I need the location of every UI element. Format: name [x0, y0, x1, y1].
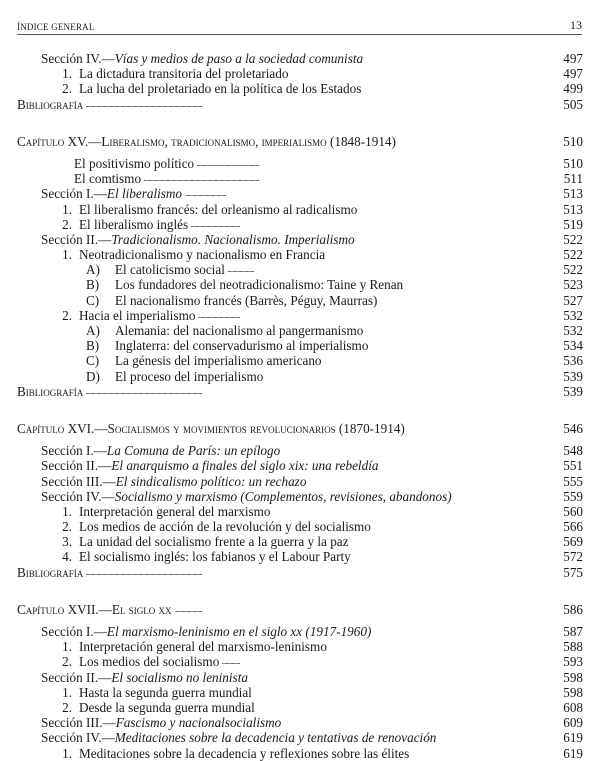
- toc-bibliography-row[interactable]: [17, 384, 583, 399]
- toc-entry-text: [69, 353, 325, 368]
- toc-bibliography-row[interactable]: [17, 565, 583, 580]
- chapter-prefix: Capítulo XV.—: [17, 133, 102, 149]
- running-header-title: ÍNDICE GENERAL: [17, 22, 95, 32]
- toc-entry-title: Los fundadores del neotradicionalismo: Taine y Renan: [115, 277, 404, 293]
- toc-page-number: 539: [563, 368, 583, 384]
- section-prefix: Sección I.—: [41, 443, 107, 459]
- toc-entry-text: [55, 549, 354, 564]
- toc-entry-title: El comtismo: [74, 171, 142, 187]
- toc-entry-number: C): [86, 292, 100, 308]
- toc-entry-label: [55, 639, 529, 654]
- toc-page-number: 527: [563, 292, 583, 308]
- toc-subsection-row[interactable]: [17, 217, 583, 232]
- toc-entry-label: [41, 51, 529, 66]
- toc-page-number: 586: [563, 601, 583, 617]
- toc-entry-text: [69, 277, 406, 292]
- toc-page-number: 511: [563, 171, 583, 187]
- table-of-contents: [17, 51, 583, 761]
- toc-entry-title: Alemania: del nacionalismo al pangermanismo: [115, 323, 364, 338]
- toc-entry-text: [55, 504, 274, 519]
- toc-entry-label: [17, 134, 529, 149]
- toc-entry-label: [55, 202, 529, 217]
- toc-page-number: 608: [563, 699, 583, 715]
- toc-entry-number: 1.: [62, 201, 72, 217]
- section-prefix: Sección II.—: [41, 458, 112, 474]
- toc-entry-label: [41, 443, 529, 458]
- toc-entry-text: [55, 217, 191, 232]
- toc-entry-label: [55, 654, 529, 669]
- toc-entry-number: C): [86, 353, 100, 369]
- toc-entry-label: [55, 66, 529, 81]
- toc-subsection-row[interactable]: [17, 369, 583, 384]
- toc-entry-title: La unidad del socialismo frente a la guerra y la paz: [79, 534, 349, 550]
- toc-entry-label: [17, 602, 529, 617]
- toc-entry-number: 1.: [62, 639, 72, 655]
- toc-chapter-row[interactable]: [17, 602, 583, 617]
- toc-entry-title: Vías y medios de paso a la sociedad comunista: [114, 51, 364, 66]
- toc-page-number: 619: [563, 745, 583, 761]
- toc-entry-number: 2.: [62, 699, 72, 715]
- toc-subsection-row[interactable]: [17, 534, 583, 549]
- toc-page-number: 572: [563, 549, 583, 565]
- toc-page-number: 609: [563, 715, 583, 731]
- toc-entry-title: Meditaciones sobre la decadencia y reflexiones sobre las élites: [79, 745, 410, 761]
- chapter-prefix: Capítulo XVII.—: [17, 601, 112, 617]
- toc-page-number: 513: [563, 201, 583, 217]
- toc-entry-title: Neotradicionalismo y nacionalismo en Francia: [79, 247, 326, 263]
- toc-entry-label: [55, 308, 529, 323]
- toc-subsection-row[interactable]: [17, 277, 583, 292]
- toc-entry-text: [69, 262, 228, 277]
- toc-entry-label: [55, 700, 529, 715]
- toc-entry-label: [41, 624, 529, 639]
- toc-page-number: 548: [563, 443, 583, 459]
- toc-section-row[interactable]: [17, 624, 583, 639]
- toc-entry-text: [55, 308, 198, 323]
- toc-page-number: 588: [563, 639, 583, 655]
- toc-section-row[interactable]: [17, 474, 583, 489]
- toc-entry-label: [74, 171, 529, 186]
- toc-entry-text: [69, 323, 366, 338]
- toc-entry-title: Bibliografía: [17, 383, 84, 399]
- toc-entry-text: [17, 565, 86, 580]
- toc-page-number: 519: [563, 216, 583, 232]
- toc-entry-text: [41, 443, 283, 458]
- chapter-spacer: [17, 580, 583, 602]
- section-prefix: Sección I.—: [41, 624, 107, 639]
- toc-section-row[interactable]: [17, 51, 583, 66]
- toc-entry-title: El liberalismo: [106, 186, 183, 202]
- toc-entry-number: 2.: [62, 654, 72, 670]
- toc-entry-title: El sindicalismo político: un rechazo: [115, 473, 307, 489]
- toc-page-number: 536: [563, 353, 583, 369]
- toc-subsection-row[interactable]: [17, 171, 583, 186]
- toc-page-number: 523: [563, 277, 583, 293]
- toc-entry-text: [69, 338, 371, 353]
- toc-page-number: 532: [563, 307, 583, 323]
- toc-entry-text: [41, 670, 251, 685]
- toc-entry-number: A): [86, 323, 100, 338]
- spacer: [17, 436, 583, 443]
- toc-entry-title: El marxismo-leninismo en el siglo xx (1917-1960): [106, 624, 372, 639]
- toc-subsection-row[interactable]: [17, 504, 583, 519]
- toc-entry-title: Los medios de acción de la revolución y del socialismo: [79, 519, 371, 535]
- toc-entry-title: El liberalismo francés: del orleanismo al radicalismo: [79, 201, 358, 217]
- toc-entry-title: El socialismo inglés: los fabianos y el Labour Party: [79, 549, 351, 565]
- toc-entry-text: [55, 202, 360, 217]
- toc-page-number: 539: [563, 383, 583, 399]
- toc-entry-label: [69, 369, 529, 384]
- toc-entry-label: [69, 323, 529, 338]
- toc-entry-title: La dictadura transitoria del proletariado: [79, 66, 289, 82]
- section-prefix: Sección III.—: [41, 715, 116, 731]
- toc-entry-text: [69, 293, 380, 308]
- toc-page-number: 505: [563, 96, 583, 112]
- toc-entry-label: [74, 156, 529, 171]
- toc-entry-number: A): [86, 262, 100, 278]
- toc-subsection-row[interactable]: [17, 654, 583, 669]
- toc-entry-label: [69, 277, 529, 292]
- toc-entry-title: El proceso del imperialismo: [115, 368, 264, 384]
- toc-page-number: 559: [563, 488, 583, 504]
- section-prefix: Sección I.—: [41, 186, 107, 202]
- toc-entry-label: [55, 217, 529, 232]
- toc-entry-label: [69, 353, 529, 368]
- toc-entry-number: D): [86, 368, 100, 384]
- toc-entry-text: [17, 134, 399, 149]
- toc-entry-number: 2.: [62, 81, 72, 97]
- chapter-title: El siglo xx: [111, 601, 172, 617]
- toc-subsection-row[interactable]: [17, 293, 583, 308]
- toc-entry-text: [17, 97, 86, 112]
- toc-entry-title: Meditaciones sobre la decadencia y tentativas de renovación: [114, 730, 437, 746]
- toc-page-number: 546: [563, 420, 583, 436]
- toc-entry-text: [17, 421, 408, 436]
- toc-entry-label: [17, 565, 529, 580]
- toc-entry-number: 1.: [62, 684, 72, 700]
- toc-section-row[interactable]: [17, 670, 583, 685]
- section-prefix: Sección II.—: [41, 231, 112, 247]
- toc-page-number: 566: [563, 519, 583, 535]
- toc-entry-label: [55, 746, 529, 761]
- toc-entry-text: [41, 489, 455, 504]
- toc-page-number: 593: [563, 654, 583, 670]
- toc-entry-text: [41, 458, 381, 473]
- toc-subsection-row[interactable]: [17, 549, 583, 564]
- chapter-spacer: [17, 112, 583, 134]
- toc-entry-text: [55, 654, 222, 669]
- toc-subsection-row[interactable]: [17, 81, 583, 96]
- chapter-dates: (1870-1914): [335, 420, 405, 436]
- toc-subsection-row[interactable]: [17, 746, 583, 761]
- toc-entry-label: [41, 715, 529, 730]
- toc-entry-text: [41, 232, 358, 247]
- toc-section-row[interactable]: [17, 715, 583, 730]
- toc-entry-label: [41, 730, 529, 745]
- toc-entry-text: [69, 369, 266, 384]
- toc-page-number: 510: [563, 133, 583, 149]
- toc-entry-label: [69, 293, 529, 308]
- toc-entry-title: Bibliografía: [17, 96, 84, 112]
- toc-entry-text: [41, 186, 185, 201]
- toc-page-number: 598: [563, 684, 583, 700]
- toc-page-number: 598: [563, 669, 583, 685]
- toc-entry-label: [69, 338, 529, 353]
- toc-entry-text: [55, 746, 412, 761]
- toc-entry-label: [41, 232, 529, 247]
- toc-page-number: 619: [563, 730, 583, 746]
- toc-subsection-row[interactable]: [17, 519, 583, 534]
- toc-subsection-row[interactable]: [17, 202, 583, 217]
- toc-entry-title: Tradicionalismo. Nacionalismo. Imperialismo: [111, 231, 355, 247]
- toc-entry-label: [17, 421, 529, 436]
- toc-entry-title: Fascismo y nacionalsocialismo: [115, 715, 282, 731]
- toc-entry-text: [41, 474, 309, 489]
- toc-entry-label: [69, 262, 529, 277]
- toc-entry-title: Bibliografía: [17, 564, 84, 580]
- toc-page-number: 575: [563, 564, 583, 580]
- toc-page-number: 587: [563, 624, 583, 639]
- toc-entry-number: 2.: [62, 307, 72, 323]
- toc-section-row[interactable]: [17, 232, 583, 247]
- toc-page-number: 522: [563, 247, 583, 263]
- toc-bibliography-row[interactable]: [17, 97, 583, 112]
- toc-entry-label: [17, 97, 529, 112]
- toc-entry-title: La lucha del proletariado en la política de los Estados: [79, 81, 362, 97]
- section-prefix: Sección III.—: [41, 473, 116, 489]
- toc-chapter-row[interactable]: [17, 134, 583, 149]
- chapter-title: Liberalismo, tradicionalismo, imperialismo: [101, 133, 327, 149]
- toc-subsection-row[interactable]: [17, 700, 583, 715]
- toc-entry-number: 3.: [62, 534, 72, 550]
- toc-entry-number: 1.: [62, 66, 72, 82]
- toc-entry-text: [55, 685, 255, 700]
- toc-entry-number: 1.: [62, 503, 72, 519]
- toc-entry-number: 2.: [62, 216, 72, 232]
- toc-entry-text: [41, 624, 374, 639]
- toc-subsection-row[interactable]: [17, 156, 583, 171]
- toc-page-number: 499: [563, 81, 583, 97]
- toc-subsection-row[interactable]: [17, 262, 583, 277]
- toc-page-number: 522: [563, 231, 583, 247]
- toc-entry-label: [55, 534, 529, 549]
- toc-entry-title: Interpretación general del marxismo: [79, 503, 271, 519]
- toc-entry-label: [55, 504, 529, 519]
- toc-subsection-row[interactable]: [17, 685, 583, 700]
- toc-entry-title: Desde la segunda guerra mundial: [79, 699, 255, 715]
- toc-entry-label: [41, 458, 529, 473]
- toc-subsection-row[interactable]: [17, 639, 583, 654]
- toc-entry-title: Hasta la segunda guerra mundial: [79, 684, 252, 700]
- toc-page-number: 532: [563, 323, 583, 338]
- toc-entry-label: [55, 81, 529, 96]
- toc-entry-text: [55, 81, 364, 96]
- toc-section-row[interactable]: [17, 186, 583, 201]
- toc-page-number: 522: [563, 262, 583, 278]
- toc-entry-number: 2.: [62, 519, 72, 535]
- toc-entry-title: El socialismo no leninista: [111, 669, 248, 685]
- toc-entry-label: [55, 549, 529, 564]
- toc-subsection-row[interactable]: [17, 308, 583, 323]
- toc-entry-label: [41, 489, 529, 504]
- toc-entry-text: [55, 247, 328, 262]
- toc-subsection-row[interactable]: [17, 66, 583, 81]
- toc-entry-text: [74, 156, 197, 171]
- toc-section-row[interactable]: [17, 489, 583, 504]
- toc-entry-title: El catolicismo social: [115, 262, 225, 278]
- toc-subsection-row[interactable]: [17, 338, 583, 353]
- toc-entry-label: [55, 519, 529, 534]
- toc-entry-title: Los medios del socialismo: [79, 654, 220, 670]
- toc-subsection-row[interactable]: [17, 247, 583, 262]
- toc-entry-text: [55, 519, 374, 534]
- toc-entry-number: 1.: [62, 745, 72, 761]
- toc-entry-text: [41, 715, 284, 730]
- toc-entry-title: Inglaterra: del conservadurismo al imperialismo: [115, 338, 369, 354]
- chapter-spacer: [17, 399, 583, 421]
- toc-entry-number: 1.: [62, 247, 72, 263]
- toc-page-number: 534: [563, 338, 583, 354]
- page-number: 13: [570, 18, 582, 32]
- toc-chapter-row[interactable]: [17, 421, 583, 436]
- chapter-prefix: Capítulo XVI.—: [17, 420, 108, 436]
- toc-entry-title: La Comuna de París: un epílogo: [106, 443, 281, 459]
- toc-entry-title: Interpretación general del marxismo-leninismo: [79, 639, 327, 655]
- toc-entry-label: [55, 247, 529, 262]
- toc-section-row[interactable]: [17, 730, 583, 745]
- toc-entry-number: 4.: [62, 549, 72, 565]
- toc-page-number: 510: [563, 155, 583, 171]
- toc-entry-label: [55, 685, 529, 700]
- toc-entry-text: [74, 171, 144, 186]
- toc-page-number: 569: [563, 534, 583, 550]
- toc-page-number: 497: [563, 51, 583, 66]
- toc-entry-title: El positivismo político: [74, 155, 195, 171]
- toc-entry-label: [41, 474, 529, 489]
- toc-entry-title: El nacionalismo francés (Barrès, Péguy, Maurras): [115, 292, 378, 308]
- toc-entry-text: [55, 66, 291, 81]
- spacer: [17, 617, 583, 624]
- toc-entry-label: [17, 384, 529, 399]
- toc-subsection-row[interactable]: [17, 353, 583, 368]
- section-prefix: Sección IV.—: [41, 488, 115, 504]
- toc-entry-title: La génesis del imperialismo americano: [115, 353, 322, 369]
- toc-entry-number: B): [86, 277, 100, 293]
- toc-page-number: 497: [563, 66, 583, 82]
- chapter-title: Socialismos y movimientos revolucionarios: [107, 420, 336, 436]
- chapter-dates: (1848-1914): [326, 133, 396, 149]
- toc-entry-title: El liberalismo inglés: [79, 216, 189, 232]
- toc-subsection-row[interactable]: [17, 323, 583, 338]
- running-header: [17, 18, 582, 35]
- toc-entry-text: [41, 51, 366, 66]
- toc-section-row[interactable]: [17, 443, 583, 458]
- toc-entry-text: [17, 602, 175, 617]
- section-prefix: Sección IV.—: [41, 730, 115, 746]
- section-prefix: Sección IV.—: [41, 51, 115, 66]
- toc-page-number: 555: [563, 473, 583, 489]
- toc-page-number: 513: [563, 186, 583, 202]
- toc-entry-text: [17, 384, 86, 399]
- toc-entry-title: El anarquismo a finales del siglo xix: una rebeldía: [111, 458, 379, 474]
- toc-entry-text: [55, 700, 258, 715]
- section-prefix: Sección II.—: [41, 669, 112, 685]
- toc-entry-text: [55, 534, 352, 549]
- toc-page-number: 551: [563, 458, 583, 474]
- toc-page-number: 560: [563, 503, 583, 519]
- toc-entry-label: [41, 186, 529, 201]
- toc-entry-number: B): [86, 338, 100, 354]
- toc-entry-text: [41, 730, 439, 745]
- toc-entry-label: [41, 670, 529, 685]
- toc-entry-title: Socialismo y marxismo (Complementos, revisiones, abandonos): [114, 488, 452, 504]
- spacer: [17, 149, 583, 156]
- toc-entry-text: [55, 639, 330, 654]
- toc-entry-title: Hacia el imperialismo: [79, 307, 196, 323]
- toc-section-row[interactable]: [17, 458, 583, 473]
